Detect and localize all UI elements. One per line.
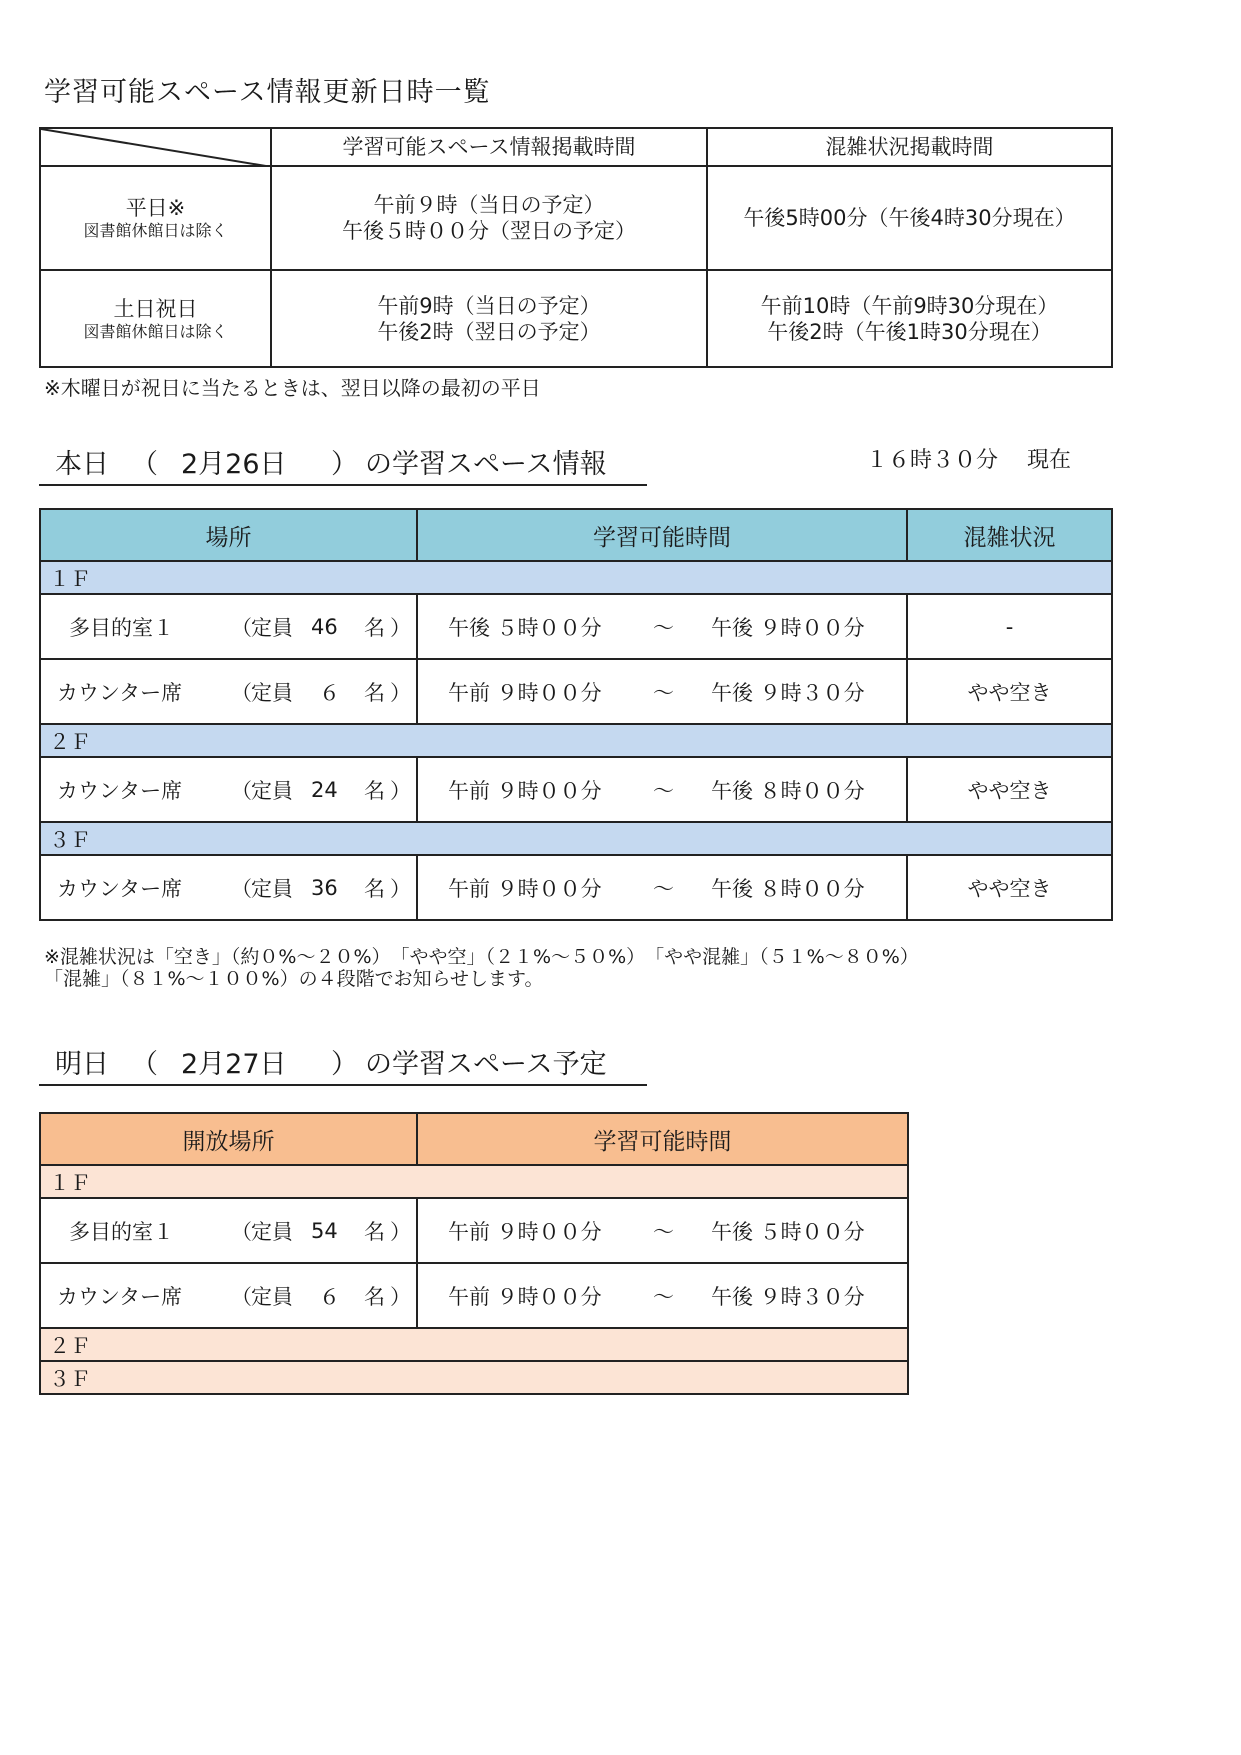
update-schedule-table	[39, 127, 1113, 368]
congestion-time-line: 午後2時（午後1時30分現在）	[767, 319, 1052, 344]
capacity-label: 定員	[251, 680, 293, 705]
start-time: 午前 ９時００分	[448, 778, 602, 803]
capacity-label: 定員	[251, 876, 293, 901]
place-cell	[40, 1198, 417, 1263]
today-paren-open: （	[131, 449, 158, 480]
update-schedule-title: 学習可能スペース情報更新日時一覧	[44, 77, 491, 108]
congestion-note	[44, 946, 919, 990]
time-cell	[417, 594, 907, 659]
time-cell	[417, 1263, 908, 1328]
day-type-weekday: 平日※	[125, 196, 186, 220]
header-available-time: 学習可能時間	[417, 1113, 908, 1165]
floor-label-1f: １Ｆ	[40, 1165, 908, 1198]
today-date: 2月26日	[181, 449, 287, 480]
space-time-line: 午前９時（当日の予定）	[373, 193, 605, 217]
capacity-close: ）	[390, 1219, 411, 1244]
capacity-number: 54	[311, 1218, 338, 1243]
floor-label-1f: １Ｆ	[40, 561, 1112, 594]
place-cell	[40, 855, 417, 920]
capacity-unit: 名	[364, 680, 385, 705]
tomorrow-prefix: 明日	[55, 1049, 109, 1080]
capacity-close: ）	[390, 1284, 411, 1309]
today-suffix: の学習スペース情報	[365, 449, 607, 480]
floor-label-2f: ２Ｆ	[40, 1328, 908, 1361]
day-type-cell	[40, 166, 271, 270]
day-type-cell	[40, 270, 271, 367]
place-name: カウンター席	[57, 778, 183, 803]
place-cell	[40, 659, 417, 724]
current-time-value: １６時３０分	[866, 448, 999, 473]
floor-label-3f: ３Ｆ	[40, 1361, 908, 1394]
congestion-note-line: 「混雑」（８１%～１００%）の４段階でお知らせします。	[44, 968, 544, 990]
capacity-close: ）	[390, 778, 411, 803]
congestion-status: やや空き	[907, 855, 1112, 920]
current-time-label: 現在	[1027, 448, 1072, 473]
space-time-cell	[271, 166, 707, 270]
congestion-status: -	[907, 594, 1112, 659]
capacity-number: ６	[319, 1284, 340, 1309]
place-name: カウンター席	[57, 876, 183, 901]
end-time: 午後 ８時００分	[711, 876, 865, 901]
capacity-unit: 名	[364, 1284, 385, 1309]
table-row	[40, 757, 1112, 822]
place-name: カウンター席	[57, 1284, 183, 1309]
capacity-label: 定員	[251, 1284, 293, 1309]
congestion-time-cell	[707, 166, 1112, 270]
table-row	[40, 166, 1112, 270]
capacity-label: 定員	[251, 1219, 293, 1244]
place-name: 多目的室１	[69, 615, 174, 640]
capacity-number: 46	[311, 614, 338, 639]
start-time: 午前 ９時００分	[448, 680, 602, 705]
space-time-line: 午後2時（翌日の予定）	[377, 319, 601, 344]
capacity-open: （	[231, 1219, 252, 1244]
space-time-cell	[271, 270, 707, 367]
place-cell	[40, 594, 417, 659]
table-row	[40, 594, 1112, 659]
current-time	[866, 443, 1071, 474]
tilde: ～	[653, 778, 674, 803]
tilde: ～	[653, 876, 674, 901]
tomorrow-date: 2月27日	[181, 1049, 287, 1080]
capacity-unit: 名	[364, 876, 385, 901]
header-available-time: 学習可能時間	[417, 509, 907, 561]
end-time: 午後 ８時００分	[711, 778, 865, 803]
tilde: ～	[653, 1284, 674, 1309]
place-name: カウンター席	[57, 680, 183, 705]
capacity-close: ）	[390, 615, 411, 640]
capacity-close: ）	[390, 876, 411, 901]
end-time: 午後 ５時００分	[711, 1219, 865, 1244]
tomorrow-space-table	[39, 1112, 909, 1395]
tomorrow-suffix: の学習スペース予定	[365, 1049, 607, 1080]
place-cell	[40, 1263, 417, 1328]
today-section-title	[39, 440, 647, 486]
capacity-close: ）	[390, 680, 411, 705]
place-cell	[40, 757, 417, 822]
congestion-time-cell	[707, 270, 1112, 367]
capacity-label: 定員	[251, 615, 293, 640]
table-row	[40, 1198, 908, 1263]
time-cell	[417, 1198, 908, 1263]
capacity-number: ６	[319, 680, 340, 705]
time-cell	[417, 757, 907, 822]
capacity-number: 36	[311, 875, 338, 900]
start-time: 午後 ５時００分	[448, 615, 602, 640]
holiday-note: ※木曜日が祝日に当たるときは、翌日以降の最初の平日	[44, 376, 541, 400]
capacity-number: 24	[311, 777, 338, 802]
header-congestion-time: 混雑状況掲載時間	[707, 128, 1112, 166]
start-time: 午前 ９時００分	[448, 1219, 602, 1244]
end-time: 午後 ９時００分	[711, 615, 865, 640]
capacity-open: （	[231, 1284, 252, 1309]
end-time: 午後 ９時３０分	[711, 680, 865, 705]
day-type-note: 図書館休館日は除く	[83, 221, 228, 240]
congestion-status: やや空き	[907, 757, 1112, 822]
floor-label-2f: ２Ｆ	[40, 724, 1112, 757]
capacity-open: （	[231, 778, 252, 803]
congestion-status: やや空き	[907, 659, 1112, 724]
header-open-place: 開放場所	[40, 1113, 417, 1165]
capacity-unit: 名	[364, 778, 385, 803]
congestion-time-line: 午後5時00分（午後4時30分現在）	[743, 206, 1076, 230]
header-place: 場所	[40, 509, 417, 561]
place-name: 多目的室１	[69, 1219, 174, 1244]
time-cell	[417, 659, 907, 724]
tomorrow-paren-open: （	[131, 1049, 158, 1080]
congestion-note-line: ※混雑状況は「空き」（約０%～２０%） 「やや空」（２１%～５０%） 「やや混雑」（５１%～８０%）	[44, 946, 919, 968]
start-time: 午前 ９時００分	[448, 1284, 602, 1309]
header-congestion: 混雑状況	[907, 509, 1112, 561]
capacity-unit: 名	[364, 615, 385, 640]
today-space-table	[39, 508, 1113, 921]
end-time: 午後 ９時３０分	[711, 1284, 865, 1309]
today-prefix: 本日	[55, 449, 109, 480]
tilde: ～	[653, 680, 674, 705]
capacity-unit: 名	[364, 1219, 385, 1244]
day-type-holiday: 土日祝日	[113, 296, 198, 321]
day-type-note: 図書館休館日は除く	[83, 321, 228, 341]
space-time-line: 午後５時００分（翌日の予定）	[342, 219, 636, 243]
time-cell	[417, 855, 907, 920]
tilde: ～	[653, 1219, 674, 1244]
today-paren-close: ）	[331, 449, 358, 480]
capacity-open: （	[231, 680, 252, 705]
tomorrow-paren-close: ）	[331, 1049, 358, 1080]
tomorrow-section-title	[39, 1040, 647, 1086]
capacity-open: （	[231, 876, 252, 901]
capacity-label: 定員	[251, 778, 293, 803]
capacity-open: （	[231, 615, 252, 640]
header-space-time: 学習可能スペース情報掲載時間	[271, 128, 707, 166]
congestion-time-line: 午前10時（午前9時30分現在）	[760, 293, 1059, 318]
floor-label-3f: ３Ｆ	[40, 822, 1112, 855]
diagonal-header-cell	[40, 128, 271, 166]
table-row	[40, 659, 1112, 724]
table-row	[40, 855, 1112, 920]
tilde: ～	[653, 615, 674, 640]
table-row	[40, 270, 1112, 367]
space-time-line: 午前9時（当日の予定）	[377, 293, 601, 318]
start-time: 午前 ９時００分	[448, 876, 602, 901]
table-row	[40, 1263, 908, 1328]
